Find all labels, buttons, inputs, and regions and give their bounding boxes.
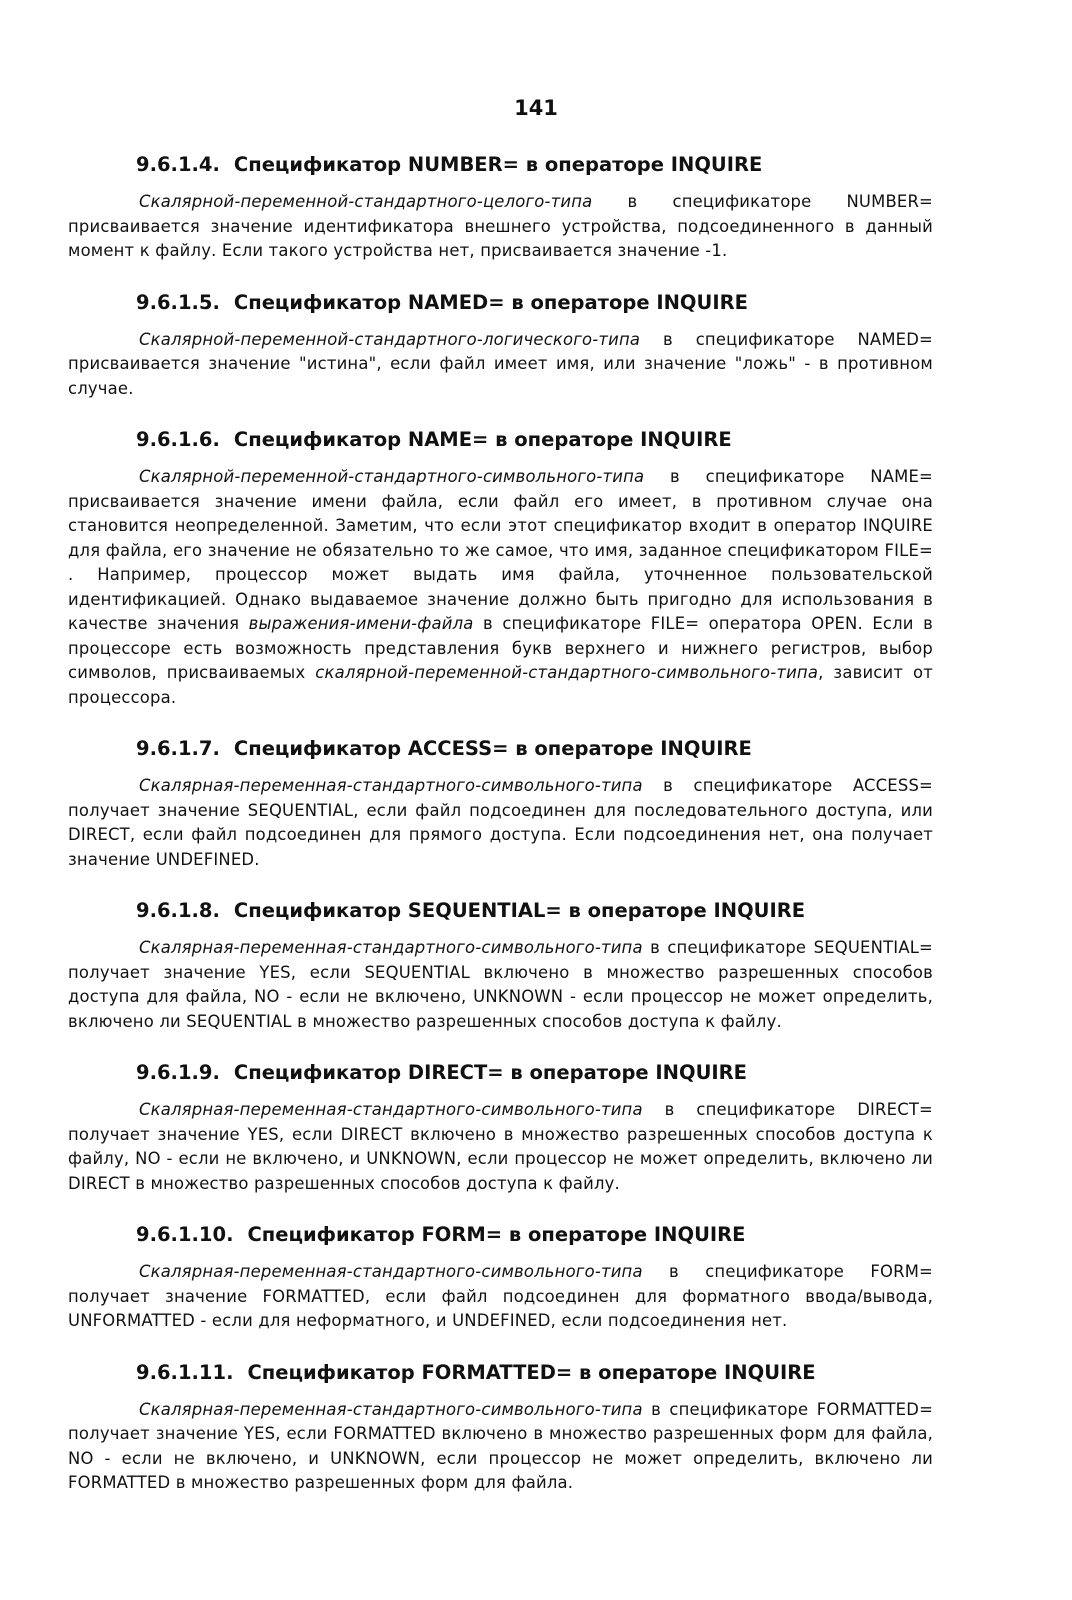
section-number-label: 9.6.1.11. xyxy=(136,1360,234,1384)
section-title: Спецификатор NAME= в операторе INQUIRE xyxy=(233,428,732,451)
section-paragraph xyxy=(68,190,933,264)
syntax-term: Скалярная-переменная-стандартного-символьного-типа xyxy=(139,1100,643,1119)
syntax-term: Скалярной-переменной-стандартного-целого-типа xyxy=(139,192,593,211)
section-number xyxy=(68,152,933,264)
page-content xyxy=(68,152,933,1522)
section-title: Спецификатор SEQUENTIAL= в операторе INQUIRE xyxy=(233,899,806,922)
section-number-label: 9.6.1.5. xyxy=(136,290,220,314)
section-number-label: 9.6.1.7. xyxy=(136,737,220,760)
section-title: Спецификатор NAMED= в операторе INQUIRE xyxy=(233,290,748,314)
section-paragraph xyxy=(68,1098,933,1196)
syntax-term: Скалярная-переменная-стандартного-символьного-типа xyxy=(139,1399,643,1419)
section-heading xyxy=(68,1360,933,1386)
syntax-term: Скалярная-переменная-стандартного-символьного-типа xyxy=(139,938,643,957)
section-title: Спецификатор NUMBER= в операторе INQUIRE xyxy=(233,153,763,176)
section-name xyxy=(68,427,933,710)
paragraph-text: , зависит от процессора. xyxy=(68,663,934,707)
section-title: Спецификатор DIRECT= в операторе INQUIRE xyxy=(233,1061,747,1084)
section-heading xyxy=(68,1060,933,1086)
syntax-term: Скалярной-переменной-стандартного-логического-типа xyxy=(139,329,641,349)
section-heading xyxy=(68,290,933,316)
section-heading xyxy=(68,152,933,178)
section-number-label: 9.6.1.9. xyxy=(136,1061,220,1084)
section-number-label: 9.6.1.6. xyxy=(136,428,220,451)
section-heading xyxy=(68,736,933,762)
paragraph-text: в спецификаторе NAME= присваивается значение имени файла, если файл его имеет, в противном случае она становится неопределенной. Заметим, что если этот спецификатор входит в оператор INQUIRE для файла, его значение не обязательно то же самое, что имя, заданное спецификатором FILE= . Например, процессор может выдать имя файла, уточненное пользовательской идентификацией. Однако выдаваемое значение должно быть пригодно для использования в качестве значения xyxy=(68,467,933,633)
section-sequential xyxy=(68,898,933,1034)
section-named xyxy=(68,290,933,402)
section-number-label: 9.6.1.10. xyxy=(136,1223,234,1246)
section-form xyxy=(68,1222,933,1334)
section-heading xyxy=(68,1222,933,1248)
syntax-term: Скалярная-переменная-стандартного-символьного-типа xyxy=(139,1262,643,1281)
paragraph-text: в спецификаторе ACCESS= получает значение SEQUENTIAL, если файл подсоединен для последовательного доступа, или DIRECT, если файл подсоединен для прямого доступа. Если подсоединения нет, она получает значение UNDEFINED. xyxy=(68,776,933,869)
paragraph-text: в спецификаторе FORMATTED= получает значение YES, если FORMATTED включено в множество разрешенных форм для файла, NO - если не включено, и UNKNOWN, если процессор не может определить, включено ли FORMATTED в множество разрешенных форм для файла. xyxy=(68,1399,933,1492)
section-formatted xyxy=(68,1360,933,1496)
paragraph-text: в спецификаторе FORM= получает значение FORMATTED, если файл подсоединен для форматного ввода/вывода, UNFORMATTED - если для неформатного, и UNDEFINED, если подсоединения нет. xyxy=(68,1262,933,1330)
section-paragraph xyxy=(68,465,933,710)
page-number: 141 xyxy=(514,96,558,120)
section-paragraph xyxy=(68,936,933,1034)
section-paragraph xyxy=(68,1398,933,1496)
paragraph-text: в спецификаторе FILE= оператора OPEN. Если в процессоре есть возможность представления букв верхнего и нижнего регистров, выбор символов, присваиваемых xyxy=(68,614,933,682)
section-paragraph xyxy=(68,774,933,872)
section-direct xyxy=(68,1060,933,1196)
section-paragraph xyxy=(68,1260,933,1334)
section-title: Спецификатор ACCESS= в операторе INQUIRE xyxy=(233,737,752,760)
section-access xyxy=(68,736,933,872)
syntax-term: выражения-имени-файла xyxy=(248,614,474,633)
section-number-label: 9.6.1.8. xyxy=(136,899,220,922)
syntax-term: Скалярная-переменная-стандартного-символьного-типа xyxy=(139,776,643,795)
paragraph-text: в спецификаторе SEQUENTIAL= получает значение YES, если SEQUENTIAL включено в множество разрешенных способов доступа для файла, NO - если не включено, UNKNOWN - если процессор не может определить, включено ли SEQUENTIAL в множество разрешенных способов доступа к файлу. xyxy=(68,938,933,1031)
section-title: Спецификатор FORMATTED= в операторе INQUIRE xyxy=(247,1360,816,1384)
syntax-term: скалярной-переменной-стандартного-символьного-типа xyxy=(315,663,819,682)
section-title: Спецификатор FORM= в операторе INQUIRE xyxy=(247,1223,746,1246)
paragraph-text: в спецификаторе NAMED= присваивается значение "истина", если файл имеет имя, или значение "ложь" - в противном случае. xyxy=(68,329,933,398)
section-number-label: 9.6.1.4. xyxy=(136,153,220,176)
section-heading xyxy=(68,898,933,924)
paragraph-text: в спецификаторе DIRECT= получает значение YES, если DIRECT включено в множество разрешенных способов доступа к файлу, NO - если не включено, и UNKNOWN, если процессор не может определить, включено ли DIRECT в множество разрешенных способов доступа к файлу. xyxy=(68,1100,933,1193)
section-heading xyxy=(68,427,933,453)
paragraph-text: в спецификаторе NUMBER= присваивается значение идентификатора внешнего устройства, подсоединенного в данный момент к файлу. Если такого устройства нет, присваивается значение -1. xyxy=(68,192,933,260)
syntax-term: Скалярной-переменной-стандартного-символьного-типа xyxy=(139,467,645,486)
section-paragraph xyxy=(68,328,933,402)
